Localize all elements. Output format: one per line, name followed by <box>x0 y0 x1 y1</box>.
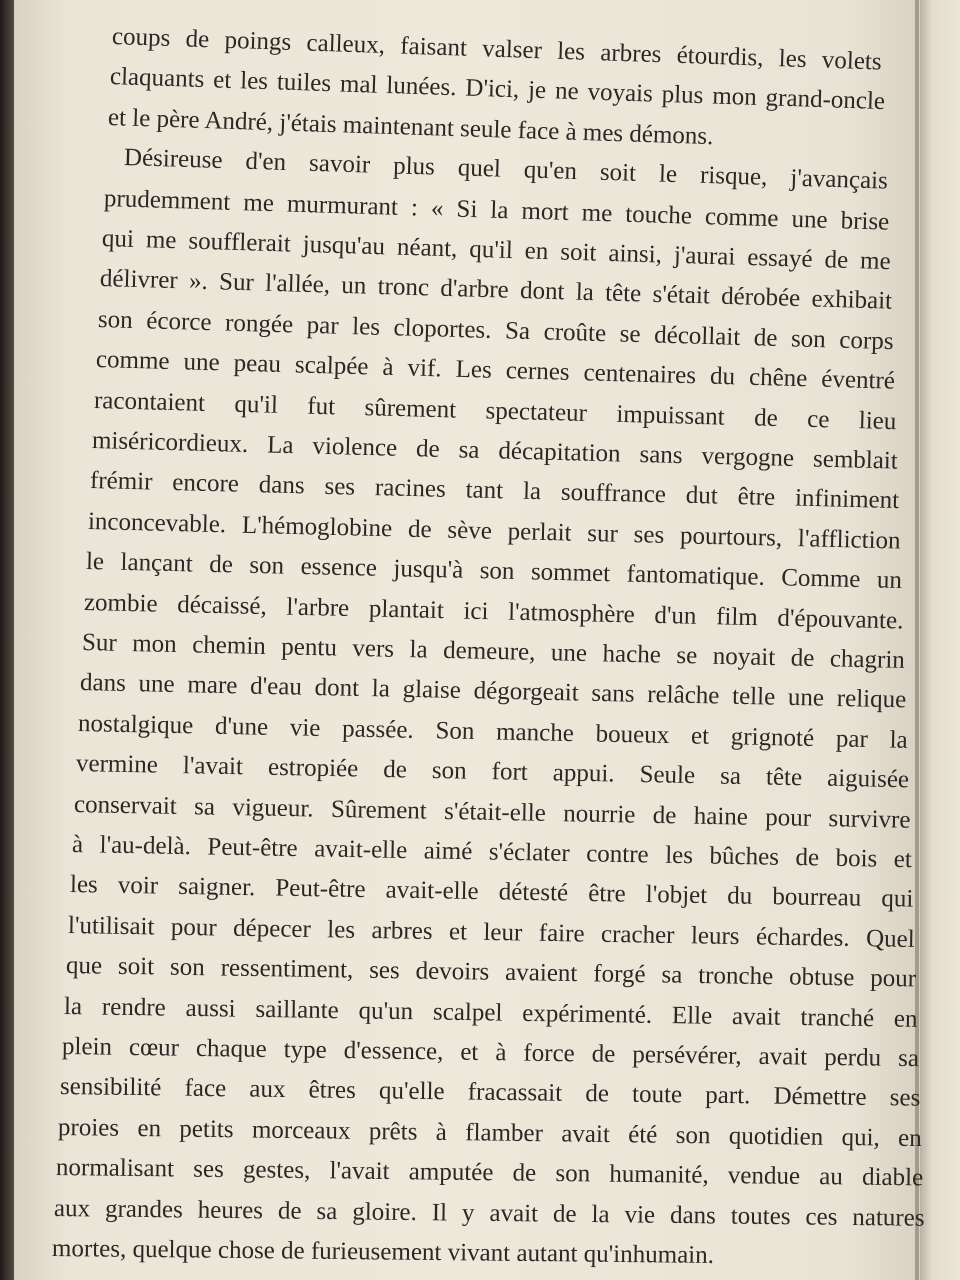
text-line: miséricordieux. La violence de sa décapitation sans vergogne semblait <box>91 427 899 475</box>
text-line: Sur mon chemin pentu vers la demeure, une hache se noyait de chagrin <box>81 629 906 674</box>
text-line: proies en petits morceaux prêts à flamber avait été son quotidien qui, en <box>57 1113 922 1152</box>
text-line: mortes, quelque chose de furieusement vivant autant qu'inhumain. <box>51 1235 715 1269</box>
text-line: plein cœur chaque type d'essence, et à force de persévérer, avait perdu sa <box>61 1033 920 1073</box>
text-line: qui me soufflerait jusqu'au néant, qu'il en soit ainsi, j'aurai essayé de me <box>101 225 892 276</box>
text-line: Désireuse d'en savoir plus quel qu'en soit le risque, j'avançais <box>123 144 889 195</box>
text-line: racontaient qu'il fut sûrement spectateur impuissant de ce lieu <box>93 386 897 435</box>
text-line: à l'au-delà. Peut-être avait-elle aimé s'éclater contre les bûches de bois et <box>71 831 913 874</box>
text-line: l'utilisait pour dépecer les arbres et leur faire cracher leurs échardes. Quel <box>67 911 915 953</box>
text-line: aux grandes heures de sa gloire. Il y avait de la vie dans toutes ces natures <box>53 1194 925 1232</box>
text-line: nostalgique d'une vie passée. Son manche boueux et grignoté par la <box>77 709 908 754</box>
text-line: coups de poings calleux, faisant valser les arbres étourdis, les volets <box>111 23 883 76</box>
text-line: claquants et les tuiles mal lunées. D'ici, je ne voyais plus mon grand-oncle <box>109 63 886 116</box>
text-line: frémir encore dans ses racines tant la souffrance dut être infiniment <box>89 467 900 515</box>
text-line: son écorce rongée par les cloportes. Sa croûte se décollait de son corps <box>97 305 894 355</box>
text-line: et le père André, j'étais maintenant seule face à mes démons. <box>107 103 714 150</box>
text-line: conservait sa vigueur. Sûrement s'était-elle nourrie de haine pour survivre <box>73 790 911 834</box>
text-line: comme une peau scalpée à vif. Les cernes centenaires du chêne éventré <box>95 346 896 395</box>
text-line: dans une mare d'eau dont la glaise dégorgeait sans relâche telle une relique <box>79 669 907 714</box>
text-line: prudemment me murmurant : « Si la mort me touche comme une brise <box>103 184 890 236</box>
text-line: les voir saigner. Peut-être avait-elle détesté être l'objet du bourreau qui <box>69 871 914 913</box>
text-line: que soit son ressentiment, ses devoirs avaient forgé sa tronche obtuse pour <box>65 952 917 993</box>
text-line: inconcevable. L'hémoglobine de sève perlait sur ses pourtours, l'affliction <box>87 507 901 555</box>
next-page-edge <box>920 0 960 1280</box>
text-line: sensibilité face aux êtres qu'elle fracassait de toute part. Démettre ses <box>59 1073 921 1113</box>
text-line: la rendre aussi saillante qu'un scalpel expérimenté. Elle avait tranché en <box>63 992 918 1033</box>
text-line: normalisant ses gestes, l'avait amputée de son humanité, vendue au diable <box>55 1154 924 1192</box>
text-line: zombie décaissé, l'arbre plantait ici l'atmosphère d'un film d'épouvante. <box>83 588 904 635</box>
text-line: vermine l'avait estropiée de son fort appui. Seule sa tête aiguisée <box>75 750 910 794</box>
text-line: le lançant de son essence jusqu'à son sommet fantomatique. Comme un <box>85 548 903 595</box>
text-line: délivrer ». Sur l'allée, un tronc d'arbre dont la tête s'était dérobée exhibait <box>99 265 893 316</box>
